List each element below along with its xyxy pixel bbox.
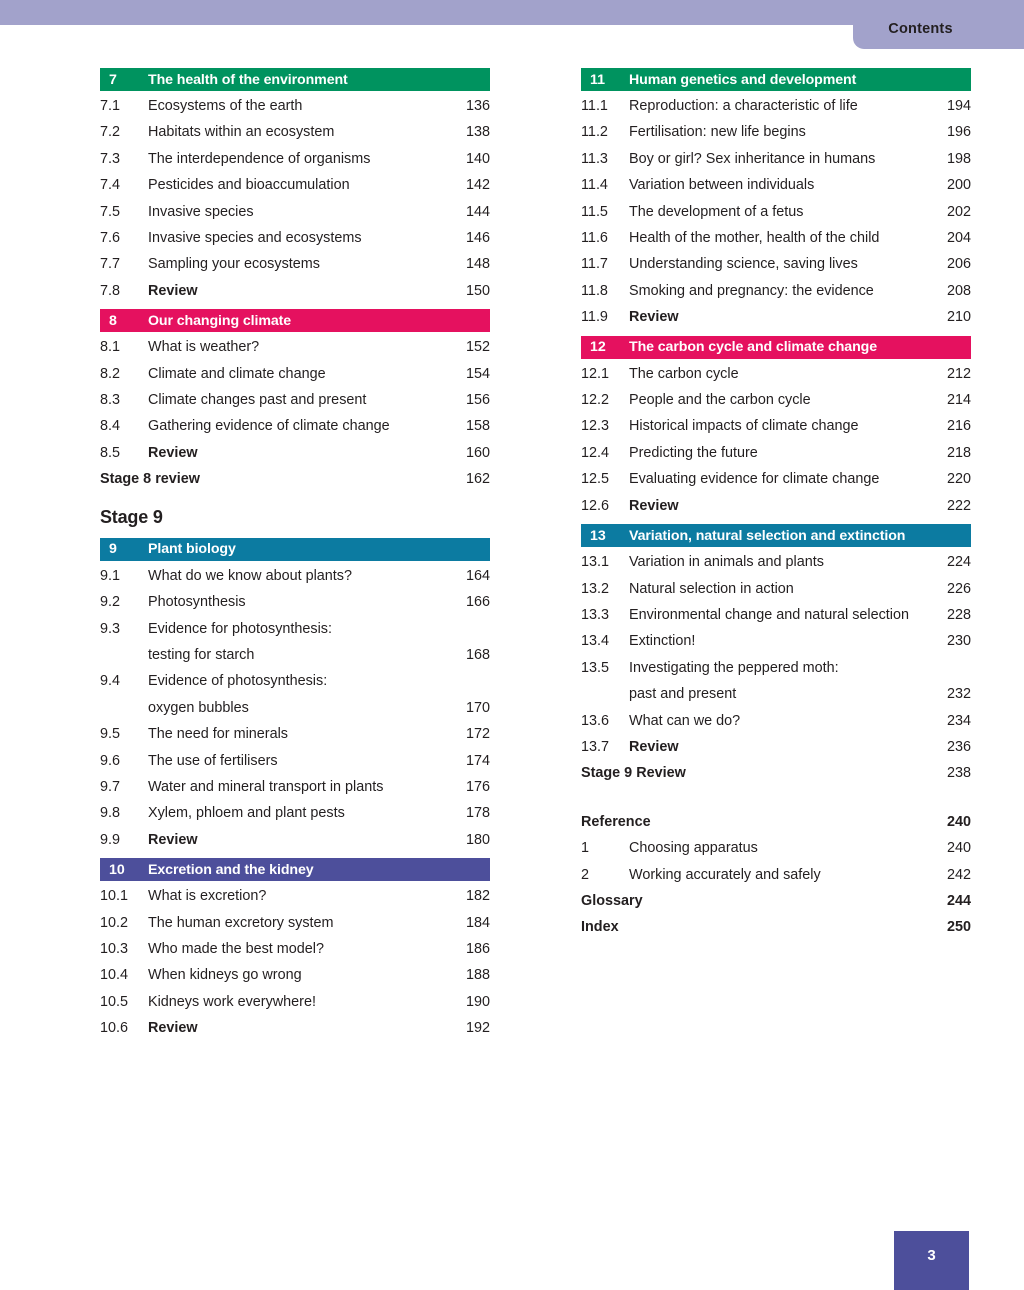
toc-entry-review[interactable] <box>100 278 490 304</box>
entry-page: 170 <box>465 699 490 716</box>
entry-title: Choosing apparatus <box>629 840 758 857</box>
toc-entry[interactable] <box>100 334 490 360</box>
entry-number: 10.1 <box>100 888 129 905</box>
entry-title: Kidneys work everywhere! <box>148 993 316 1010</box>
entry-title: The human excretory system <box>148 914 334 931</box>
entry-page: 154 <box>465 365 490 382</box>
toc-entry[interactable] <box>581 655 971 681</box>
entry-page: 210 <box>946 309 971 326</box>
entry-number: 11.9 <box>581 309 608 326</box>
entry-page: 208 <box>946 282 971 299</box>
entry-title: Gathering evidence of climate change <box>148 418 390 435</box>
entry-title: What can we do? <box>629 712 741 729</box>
entry-title: Invasive species <box>148 203 254 220</box>
entry-page: 228 <box>946 606 971 623</box>
toc-entry-review[interactable] <box>581 493 971 519</box>
entry-page: 184 <box>465 914 490 931</box>
toc-entry[interactable] <box>100 910 490 936</box>
entry-title: Xylem, phloem and plant pests <box>148 805 345 822</box>
entry-page: 146 <box>465 230 490 247</box>
entry-number: 9.7 <box>100 778 121 795</box>
toc-entry[interactable] <box>581 93 971 119</box>
entry-page: 218 <box>946 444 971 461</box>
entry-page: 190 <box>465 993 490 1010</box>
toc-entry[interactable] <box>581 361 971 387</box>
entry-title: Review <box>629 497 679 514</box>
entry-page: 186 <box>465 940 490 957</box>
glossary-row[interactable] <box>581 888 971 914</box>
toc-entry[interactable] <box>581 146 971 172</box>
entry-title: Variation in animals and plants <box>629 554 824 571</box>
glossary-page: 244 <box>946 892 971 909</box>
entry-page: 166 <box>465 594 490 611</box>
toc-entry[interactable] <box>581 862 971 888</box>
entry-number: 8.2 <box>100 365 121 382</box>
entry-page: 168 <box>465 646 490 663</box>
entry-page: 158 <box>465 418 490 435</box>
entry-page: 216 <box>946 418 971 435</box>
chapter-header-12[interactable] <box>581 336 971 359</box>
entry-title: Evidence for photosynthesis: <box>148 620 332 637</box>
entry-title: oxygen bubbles <box>148 699 249 716</box>
entry-number: 13.2 <box>581 580 610 597</box>
entry-page: 182 <box>465 888 490 905</box>
entry-number: 2 <box>581 866 590 883</box>
entry-page: 192 <box>465 1020 490 1037</box>
entry-title: Fertilisation: new life begins <box>629 124 806 141</box>
entry-page: 220 <box>946 471 971 488</box>
entry-number: 7.1 <box>100 98 121 114</box>
entry-number: 9.5 <box>100 726 121 743</box>
entry-page: 172 <box>465 726 490 743</box>
entry-number: 9.9 <box>100 831 121 848</box>
entry-number: 7.5 <box>100 203 121 220</box>
entry-number: 12.2 <box>581 392 610 409</box>
entry-number: 11.7 <box>581 256 608 273</box>
toc-entry[interactable] <box>100 361 490 387</box>
entry-page: 232 <box>946 686 971 703</box>
index-row[interactable] <box>581 914 971 940</box>
entry-page: 188 <box>465 967 490 984</box>
entry-title: Photosynthesis <box>148 594 246 611</box>
entry-page: 226 <box>946 580 971 597</box>
entry-number: 7.4 <box>100 177 121 194</box>
entry-number: 9.6 <box>100 752 121 769</box>
stage-review-label: Stage 8 review <box>100 471 200 488</box>
entry-page: 176 <box>465 778 490 795</box>
chapter-header-8[interactable] <box>100 309 490 332</box>
entry-page: 150 <box>465 282 490 299</box>
toc-entry[interactable] <box>100 251 490 277</box>
entry-number: 9.1 <box>100 567 121 584</box>
entry-title: Water and mineral transport in plants <box>148 778 384 795</box>
entry-title: Climate and climate change <box>148 365 326 382</box>
entry-page: 140 <box>465 150 490 167</box>
toc-entry[interactable] <box>581 549 971 575</box>
toc-entry[interactable] <box>100 563 490 589</box>
chapter-number: 7 <box>109 71 117 88</box>
toc-entry-review[interactable] <box>581 734 971 760</box>
entry-title: Extinction! <box>629 633 696 650</box>
entry-number: 9.3 <box>100 620 121 637</box>
entry-number: 12.1 <box>581 365 610 382</box>
entry-number: 11.5 <box>581 203 608 220</box>
entry-number: 9.8 <box>100 805 121 822</box>
entry-number: 7.7 <box>100 256 121 273</box>
entry-title: Sampling your ecosystems <box>148 256 320 273</box>
chapter-header-11[interactable] <box>581 68 971 91</box>
entry-title: Climate changes past and present <box>148 392 367 409</box>
entry-page: 230 <box>946 633 971 650</box>
entry-page: 138 <box>465 124 490 141</box>
entry-number: 8.5 <box>100 444 121 461</box>
entry-title: Ecosystems of the earth <box>148 98 303 114</box>
chapter-title: Human genetics and development <box>629 71 857 88</box>
entry-page: 194 <box>946 98 971 114</box>
entry-title: Review <box>148 444 198 461</box>
toc-entry[interactable] <box>581 199 971 225</box>
entry-title: The need for minerals <box>148 726 288 743</box>
reference-label: Reference <box>581 813 651 830</box>
entry-number: 8.4 <box>100 418 121 435</box>
toc-entry[interactable] <box>100 199 490 225</box>
toc-entry[interactable] <box>581 278 971 304</box>
page-title: Contents <box>888 21 953 37</box>
entry-number: 13.6 <box>581 712 610 729</box>
entry-page: 136 <box>465 98 490 114</box>
toc-entry[interactable] <box>100 962 490 988</box>
toc-entry[interactable] <box>581 172 971 198</box>
chapter-number: 10 <box>109 861 125 878</box>
entry-title: Review <box>148 282 198 299</box>
chapter-header-10[interactable] <box>100 858 490 881</box>
entry-number: 12.4 <box>581 444 610 461</box>
entry-number: 11.1 <box>581 98 608 114</box>
entry-title: Working accurately and safely <box>629 866 821 883</box>
entry-title: What do we know about plants? <box>148 567 352 584</box>
chapter-header-9[interactable] <box>100 538 490 561</box>
toc-entry[interactable] <box>581 387 971 413</box>
chapter-header-13[interactable] <box>581 524 971 547</box>
toc-entry-review[interactable] <box>581 304 971 330</box>
chapter-title: Plant biology <box>148 541 236 558</box>
entry-page: 144 <box>465 203 490 220</box>
entry-title: Reproduction: a characteristic of life <box>629 98 858 114</box>
entry-number: 10.6 <box>100 1020 129 1037</box>
stage-heading: Stage 9 <box>100 506 163 527</box>
entry-title: What is weather? <box>148 339 260 356</box>
entry-number: 13.5 <box>581 659 610 676</box>
entry-title: Review <box>148 831 198 848</box>
toc-entry[interactable] <box>581 251 971 277</box>
entry-title: Investigating the peppered moth: <box>629 659 839 676</box>
toc-entry[interactable] <box>100 225 490 251</box>
toc-entry[interactable] <box>100 936 490 962</box>
toc-entry[interactable] <box>100 119 490 145</box>
entry-title: past and present <box>629 686 737 703</box>
entry-title: People and the carbon cycle <box>629 392 811 409</box>
entry-number: 13.1 <box>581 554 610 571</box>
toc-entry[interactable] <box>100 748 490 774</box>
entry-title: Who made the best model? <box>148 940 324 957</box>
entry-title: The use of fertilisers <box>148 752 278 769</box>
entry-page: 156 <box>465 392 490 409</box>
entry-page: 174 <box>465 752 490 769</box>
entry-number: 12.6 <box>581 497 610 514</box>
index-label: Index <box>581 919 619 936</box>
entry-page: 222 <box>946 497 971 514</box>
entry-number: 10.3 <box>100 940 129 957</box>
entry-title: Natural selection in action <box>629 580 794 597</box>
right-column <box>581 68 971 941</box>
index-page: 250 <box>946 919 971 936</box>
entry-title: Evaluating evidence for climate change <box>629 471 880 488</box>
toc-entry[interactable] <box>100 800 490 826</box>
entry-number: 1 <box>581 840 590 857</box>
toc-entry[interactable] <box>100 387 490 413</box>
entry-number: 11.6 <box>581 230 608 247</box>
contents-tab <box>853 0 1024 49</box>
toc-entry[interactable] <box>100 146 490 172</box>
toc-entry[interactable] <box>581 708 971 734</box>
entry-page: 214 <box>946 392 971 409</box>
stage-review-row[interactable] <box>100 466 490 492</box>
entry-title: Invasive species and ecosystems <box>148 230 362 247</box>
entry-page: 234 <box>946 712 971 729</box>
entry-title: The development of a fetus <box>629 203 804 220</box>
entry-title: When kidneys go wrong <box>148 967 302 984</box>
toc-entry[interactable] <box>581 576 971 602</box>
entry-page: 198 <box>946 150 971 167</box>
toc-entry[interactable] <box>100 616 490 642</box>
toc-entry[interactable] <box>581 225 971 251</box>
entry-title: Historical impacts of climate change <box>629 418 859 435</box>
entry-title: testing for starch <box>148 646 255 663</box>
toc-entry[interactable] <box>100 589 490 615</box>
toc-entry[interactable] <box>581 119 971 145</box>
entry-number: 8.1 <box>100 339 121 356</box>
toc-entry[interactable] <box>100 774 490 800</box>
entry-number: 9.2 <box>100 594 121 611</box>
toc-entry-review[interactable] <box>100 440 490 466</box>
entry-number: 7.8 <box>100 282 121 299</box>
entry-title: Evidence of photosynthesis: <box>148 673 328 690</box>
stage-review-page: 238 <box>946 765 971 782</box>
toc-entry[interactable] <box>100 883 490 909</box>
entry-page: 160 <box>465 444 490 461</box>
toc-entry[interactable] <box>581 466 971 492</box>
toc-entry[interactable] <box>581 413 971 439</box>
entry-page: 164 <box>465 567 490 584</box>
entry-number: 13.3 <box>581 606 610 623</box>
entry-page: 202 <box>946 203 971 220</box>
entry-title: Habitats within an ecosystem <box>148 124 335 141</box>
entry-page: 196 <box>946 124 971 141</box>
section-spacer <box>581 787 971 809</box>
entry-title: Predicting the future <box>629 444 758 461</box>
entry-title: Health of the mother, health of the child <box>629 230 880 247</box>
entry-title: What is excretion? <box>148 888 267 905</box>
entry-page: 236 <box>946 738 971 755</box>
chapter-number: 12 <box>590 339 606 356</box>
toc-entry[interactable] <box>100 93 490 119</box>
toc-entry[interactable] <box>100 413 490 439</box>
entry-page: 240 <box>946 840 971 857</box>
toc-entry-continuation[interactable] <box>100 642 490 668</box>
entry-number: 11.8 <box>581 282 608 299</box>
reference-page: 240 <box>946 813 971 830</box>
entry-page: 142 <box>465 177 490 194</box>
entry-page: 242 <box>946 866 971 883</box>
page-number-box <box>894 1231 969 1290</box>
toc-entry[interactable] <box>581 602 971 628</box>
entry-page: 212 <box>946 365 971 382</box>
entry-title: Smoking and pregnancy: the evidence <box>629 282 874 299</box>
entry-title: Variation between individuals <box>629 177 815 194</box>
entry-title: The interdependence of organisms <box>148 150 371 167</box>
toc-entry[interactable] <box>100 989 490 1015</box>
entry-number: 7.3 <box>100 150 121 167</box>
entry-page: 200 <box>946 177 971 194</box>
glossary-label: Glossary <box>581 892 643 909</box>
entry-page: 180 <box>465 831 490 848</box>
entry-title: Review <box>629 309 679 326</box>
entry-title: Understanding science, saving lives <box>629 256 858 273</box>
entry-number: 13.7 <box>581 738 610 755</box>
chapter-title: The carbon cycle and climate change <box>629 339 878 356</box>
toc-entry[interactable] <box>581 440 971 466</box>
reference-row[interactable] <box>581 809 971 835</box>
entry-title: Review <box>629 738 679 755</box>
toc-entry-continuation[interactable] <box>581 681 971 707</box>
entry-number: 7.2 <box>100 124 121 141</box>
stage-review-label: Stage 9 Review <box>581 765 686 782</box>
entry-number: 10.4 <box>100 967 129 984</box>
entry-number: 11.2 <box>581 124 608 141</box>
entry-number: 10.2 <box>100 914 129 931</box>
entry-number: 13.4 <box>581 633 610 650</box>
chapter-number: 8 <box>109 312 117 329</box>
entry-page: 204 <box>946 230 971 247</box>
chapter-number: 13 <box>590 527 606 544</box>
toc-entry-review[interactable] <box>100 1015 490 1041</box>
entry-title: Boy or girl? Sex inheritance in humans <box>629 150 876 167</box>
entry-title: Environmental change and natural selection <box>629 606 909 623</box>
entry-page: 178 <box>465 805 490 822</box>
chapter-number: 9 <box>109 541 117 558</box>
entry-title: Review <box>148 1020 198 1037</box>
toc-entry-review[interactable] <box>100 827 490 853</box>
entry-page: 152 <box>465 339 490 356</box>
page-number: 3 <box>927 1247 936 1264</box>
entry-title: Pesticides and bioaccumulation <box>148 177 350 194</box>
toc-entry[interactable] <box>581 628 971 654</box>
toc-entry[interactable] <box>100 721 490 747</box>
left-column <box>100 68 490 1042</box>
chapter-title: Our changing climate <box>148 312 292 329</box>
entry-number: 10.5 <box>100 993 129 1010</box>
chapter-title: Excretion and the kidney <box>148 861 314 878</box>
entry-number: 7.6 <box>100 230 121 247</box>
entry-page: 206 <box>946 256 971 273</box>
entry-number: 8.3 <box>100 392 121 409</box>
stage-review-page: 162 <box>465 471 490 488</box>
entry-number: 12.5 <box>581 471 610 488</box>
toc-entry[interactable] <box>581 835 971 861</box>
toc-entry[interactable] <box>100 668 490 694</box>
entry-page: 224 <box>946 554 971 571</box>
stage-review-row[interactable] <box>581 760 971 786</box>
entry-number: 12.3 <box>581 418 610 435</box>
chapter-header-7[interactable] <box>100 68 490 91</box>
chapter-title: The health of the environment <box>148 71 348 88</box>
entry-title: The carbon cycle <box>629 365 739 382</box>
entry-number: 11.4 <box>581 177 608 194</box>
toc-entry-continuation[interactable] <box>100 695 490 721</box>
toc-entry[interactable] <box>100 172 490 198</box>
entry-number: 9.4 <box>100 673 121 690</box>
entry-page: 148 <box>465 256 490 273</box>
entry-number: 11.3 <box>581 150 608 167</box>
chapter-title: Variation, natural selection and extinction <box>629 527 906 544</box>
chapter-number: 11 <box>590 71 605 88</box>
